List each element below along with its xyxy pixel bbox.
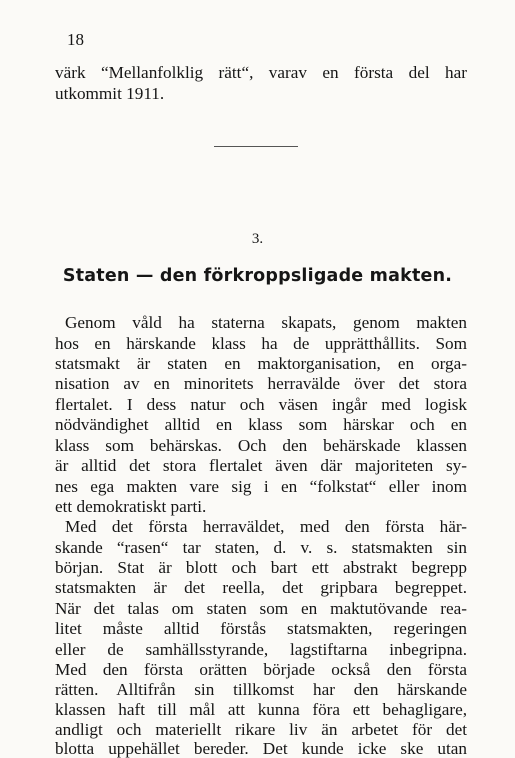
body-line: andligt och materiellt rikare liv än arbetet för det [55,720,467,739]
section-heading: Staten — den förkroppsligade makten. [62,266,453,286]
body-line: statsmakt är staten en maktorganisation, en orga- [55,354,467,373]
section-number: 3. [251,231,264,247]
body-line: Med den första orätten började också den första [55,660,467,679]
section-divider [214,146,298,147]
body-line: flertalet. I dess natur och väsen ingår med logisk [55,395,467,414]
body-line: Med det första herraväldet, med den första här- [65,517,467,536]
body-line: skande “rasen“ tar staten, d. v. s. statsmakten sin [55,538,467,557]
intro-line: utkommit 1911. [55,84,165,103]
intro-line: värk “Mellanfolklig rätt“, varav en första del har [55,63,467,82]
body-line: klassen haft till mål att kunna föra ett behagligare, [55,700,467,719]
body-line: blotta uppehället bereder. Det kunde icke ske utan [55,739,467,758]
body-line: Genom våld ha staterna skapats, genom makten [65,313,467,332]
body-line: klass som behärskas. Och den behärskade klassen [55,436,467,455]
body-line: ett demokratiskt parti. [55,497,207,516]
body-line: statsmakten är det reella, det gripbara begreppet. [55,578,467,597]
body-line: nisation av en minoritets herravälde över det stora [55,374,467,393]
body-line: början. Stat är blott och bart ett abstrakt begrepp [55,558,467,577]
page-number: 18 [67,30,84,49]
body-line: eller de samhällsstyrande, lagstiftarna inbegripna. [55,640,467,659]
body-line: När det talas om staten som en maktutövande rea- [55,599,467,618]
body-line: är alltid det stora flertalet även där majoriteten sy- [55,456,467,475]
body-line: litet måste alltid förstås statsmakten, regeringen [55,619,467,638]
body-line: rätten. Alltifrån sin tillkomst har den härskande [55,680,467,699]
body-line: nödvändighet alltid en klass som härskar och en [55,415,467,434]
body-line: hos en härskande klass ha de upprätthållits. Som [55,334,467,353]
body-line: nes ega makten vare sig i en “folkstat“ eller inom [55,477,467,496]
